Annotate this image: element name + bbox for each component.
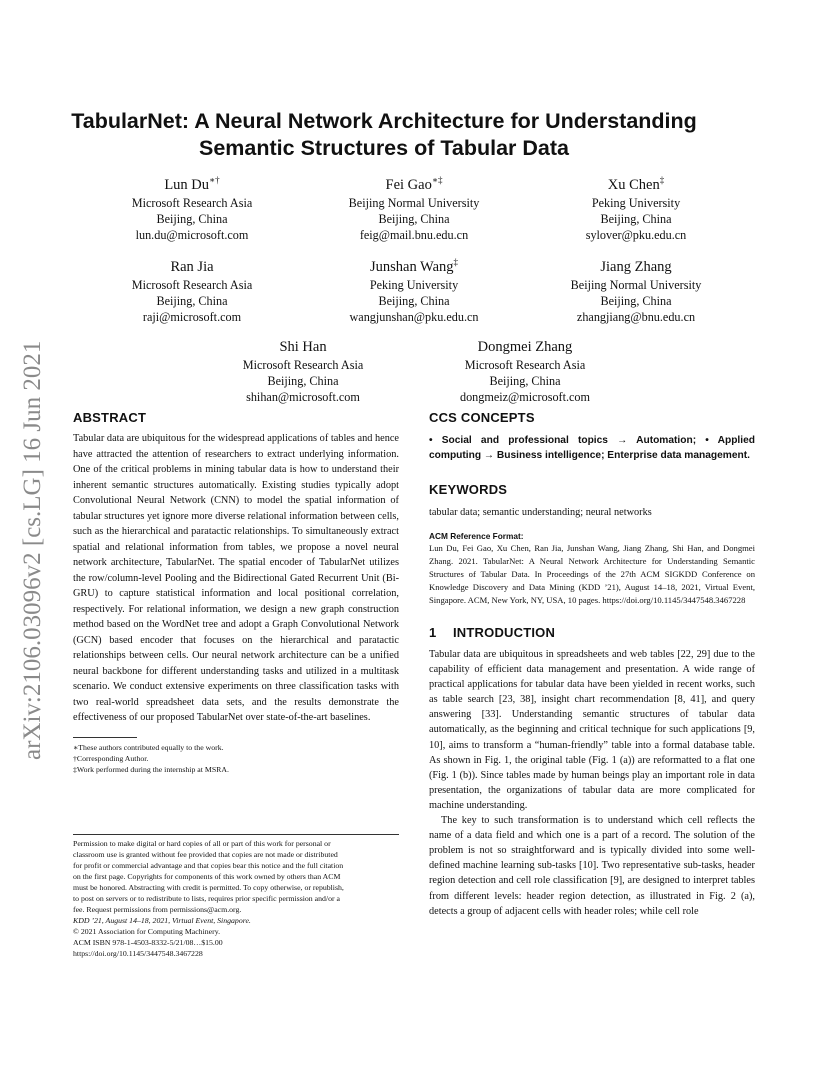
footnote-internship: ‡Work performed during the internship at MSRA. [73, 764, 229, 774]
author-block [294, 253, 534, 325]
author-name: Lun Du [164, 176, 210, 193]
reference-format-text: Lun Du, Fei Gao, Xu Chen, Ran Jia, Junshan Wang, Jiang Zhang, Shi Han, and Dongmei Zhang. 2021. TabularNet: A Neural Network Architecture for Understanding Semantic Structures of Tabular Data. In Proceedings of the 27th ACM SIGKDD Conference on Knowledge Discovery and Data Mining (KDD ’21), August 14–18, 2021, Virtual Event, Singapore. ACM, New York, NY, USA, 10 pages. https://doi.org/10.1145/3447548.3467228 [429, 543, 755, 605]
permission-line: KDD ’21, August 14–18, 2021, Virtual Event, Singapore. [73, 916, 251, 925]
author-location: Beijing, China [600, 211, 672, 226]
author-location: Beijing, China [156, 211, 228, 226]
abstract-heading: ABSTRACT [73, 410, 147, 425]
author-name: Shi Han [279, 338, 327, 355]
author-block [72, 171, 312, 243]
paper-title [0, 108, 768, 162]
paper-title-line-2: Semantic Structures of Tabular Data [199, 136, 569, 160]
permission-line: classroom use is granted without fee provided that copies are not made or distributed [73, 850, 338, 859]
footnote-corresponding-author: †Corresponding Author. [73, 753, 149, 763]
author-name: Jiang Zhang [600, 258, 672, 275]
permission-notice [73, 838, 399, 959]
author-name: Xu Chen [607, 176, 660, 193]
author-email: zhangjiang@bnu.edu.cn [576, 309, 696, 324]
keywords-text: tabular data; semantic understanding; neural networks [429, 507, 652, 518]
author-email: shihan@microsoft.com [246, 389, 360, 404]
author-marks: ∗† [209, 175, 220, 185]
permission-line: fee. Request permissions from permissions@acm.org. [73, 905, 242, 914]
introduction-paragraph-1: Tabular data are ubiquitous in spreadsheets and web tables [22, 29] due to the capability of efficient data management and presentation. A wide range of practical applications for tabular data have been yielded in recent works, such as table search [23, 38], insight chart recommendation [8, 41], and query answering [33]. Understanding semantic structures of tabular data automatically, as the beginning and critical technique for such applications [9, 10], aims to transform a “human-friendly” table into a formal database table. As shown in Fig. 1, the original table (Fig. 1 (a)) are reformatted to a flat one (Fig. 1 (b)). Since tables made by human beings play an important role in data presentation, the organizations of tabular data are more complicated for machine understanding. [429, 649, 755, 811]
ccs-concepts-text: • Social and professional topics → Automation; • Applied computing → Business intelligence; Enterprise data management. [429, 435, 755, 461]
author-email: raji@microsoft.com [142, 309, 242, 324]
left-column [73, 409, 399, 775]
footnote-divider [73, 737, 137, 738]
author-name: Junshan Wang [369, 258, 454, 275]
author-location: Beijing, China [378, 211, 450, 226]
keywords-heading: KEYWORDS [429, 482, 508, 497]
footnotes [73, 742, 399, 776]
right-column [429, 409, 755, 919]
author-marks: ∗‡ [431, 175, 443, 185]
introduction-heading [429, 624, 755, 642]
author-location: Beijing, China [489, 373, 561, 388]
author-affiliation: Microsoft Research Asia [131, 195, 253, 210]
permission-line: to post on servers or to redistribute to lists, requires prior specific permission and/or a [73, 894, 340, 903]
permission-line: © 2021 Association for Computing Machinery. [73, 927, 221, 936]
permission-line: Permission to make digital or hard copies of all or part of this work for personal or [73, 839, 331, 848]
author-affiliation: Microsoft Research Asia [464, 357, 586, 372]
author-block [516, 171, 756, 243]
author-email: dongmeiz@microsoft.com [459, 389, 591, 404]
author-location: Beijing, China [156, 293, 228, 308]
author-affiliation: Peking University [591, 195, 681, 210]
author-name: Dongmei Zhang [477, 338, 573, 355]
author-location: Beijing, China [600, 293, 672, 308]
author-location: Beijing, China [267, 373, 339, 388]
permission-line: ACM ISBN 978-1-4503-8332-5/21/08…$15.00 [73, 938, 223, 947]
permission-line: must be honored. Abstracting with credit is permitted. To copy otherwise, or republish, [73, 883, 344, 892]
section-number: 1 [429, 625, 437, 640]
footnote-equal-contribution: ∗These authors contributed equally to the work. [73, 742, 224, 752]
author-affiliation: Microsoft Research Asia [242, 357, 364, 372]
author-email: wangjunshan@pku.edu.cn [349, 309, 479, 324]
author-name: Fei Gao [385, 176, 432, 193]
abstract-text: Tabular data are ubiquitous for the widespread applications of tables and hence have attracted the attention of researchers to extract underlying information. One of the critical problems in mining tabular data is how to understand their inherent semantic structures automatically. Existing studies typically adopt Convolutional Neural Network (CNN) to model the spatial information of tabular structures yet ignore more diverse relational information between cells, such as the hierarchical and paratactic relationships. To simultaneously extract spatial and relational information from tables, we propose a novel neural network architecture, TabularNet. The spatial encoder of TabularNet utilizes the row/column-level Pooling and the Bidirectional Gated Recurrent Unit (Bi-GRU) to capture statistical information and local positional correlation, respectively. For relational information, we design a new graph construction method based on the WordNet tree and adopt a Graph Convolutional Network (GCN) based encoder that focuses on the hierarchical and paratactic relationships between cells. Our neural network architecture can be a unified neural backbone for different understanding tasks and utilized in a multitask scenario. We conduct extensive experiments on three classification tasks with two real-world spreadsheet data sets, and the results demonstrate the effectiveness of our proposed TabularNet over state-of-the-art baselines. [73, 433, 399, 723]
author-block [294, 171, 534, 243]
author-block [183, 333, 423, 405]
author-affiliation: Beijing Normal University [348, 195, 480, 210]
permission-line: for profit or commercial advantage and that copies bear this notice and the full citation [73, 861, 344, 870]
paper-title-line-1: TabularNet: A Neural Network Architecture for Understanding [71, 109, 697, 133]
author-affiliation: Microsoft Research Asia [131, 277, 253, 292]
permission-divider [73, 834, 399, 835]
reference-format-heading: ACM Reference Format: [429, 531, 524, 541]
author-email: lun.du@microsoft.com [135, 227, 249, 242]
author-marks: ‡ [659, 175, 665, 185]
introduction-paragraph-2: The key to such transformation is to understand which cell reflects the name of a data field and which one is a part of a record. The solution of the problem is not so straightforward and is typically divided into some well-defined machine learning sub-tasks [10]. Two representative sub-tasks, header region detection and cell role classification [9], are designed to interpret tables from different levels: header region detection, as illustrated in Fig. 2 (a), detects a group of adjacent cells with header roles; while cell role [429, 815, 755, 917]
author-affiliation: Peking University [369, 277, 459, 292]
author-email: feig@mail.bnu.edu.cn [359, 227, 469, 242]
author-name: Ran Jia [170, 258, 214, 275]
permission-line: https://doi.org/10.1145/3447548.3467228 [73, 949, 203, 958]
arxiv-identifier-stamp: arXiv:2106.03096v2 [cs.LG] 16 Jun 2021 [19, 340, 46, 760]
permission-line: on the first page. Copyrights for components of this work owned by others than ACM [73, 872, 341, 881]
author-block [516, 253, 756, 325]
section-title: INTRODUCTION [453, 625, 556, 640]
ccs-concepts-heading: CCS CONCEPTS [429, 410, 535, 425]
author-marks: ‡ [453, 257, 459, 267]
author-email: sylover@pku.edu.cn [585, 227, 687, 242]
author-block [405, 333, 645, 405]
author-affiliation: Beijing Normal University [570, 277, 702, 292]
author-block [72, 253, 312, 325]
author-location: Beijing, China [378, 293, 450, 308]
